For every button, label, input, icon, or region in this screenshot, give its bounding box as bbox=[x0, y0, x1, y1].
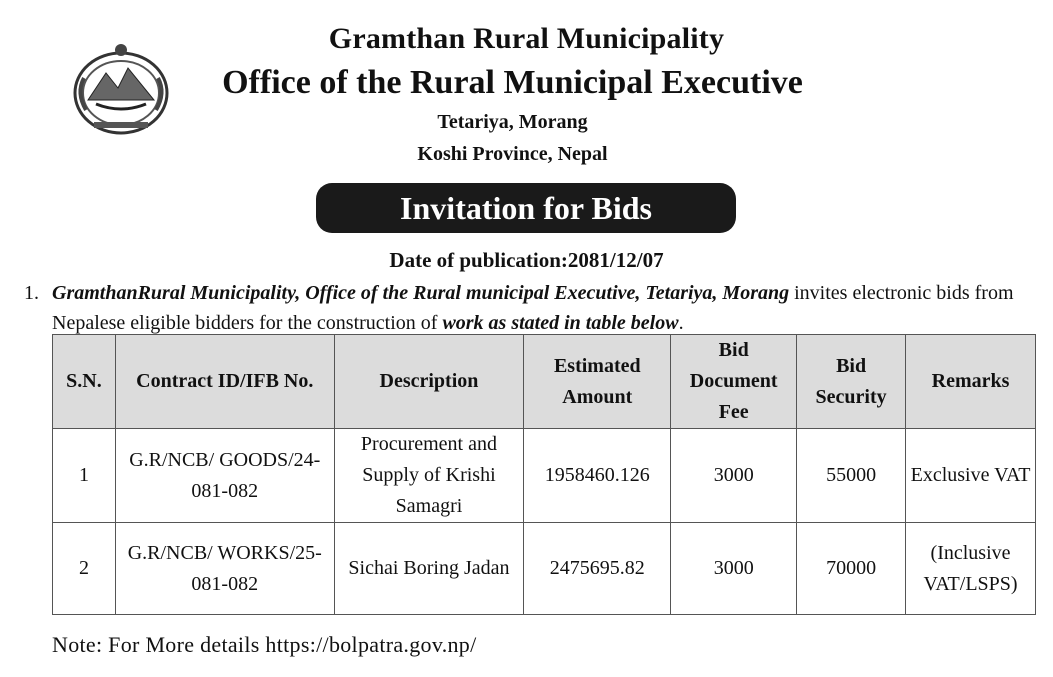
header-contract-id: Contract ID/IFB No. bbox=[115, 335, 334, 429]
header-remarks: Remarks bbox=[906, 335, 1036, 429]
intro-paragraph bbox=[24, 278, 1044, 338]
cell-estimated-amount: 1958460.126 bbox=[524, 429, 671, 523]
address-line-2: Koshi Province, Nepal bbox=[417, 143, 608, 165]
cell-bid-document-fee: 3000 bbox=[671, 429, 797, 523]
intro-text: invites electronic bids from Nepalese eligible bidders for the construction of bbox=[52, 282, 1014, 334]
table-header-row bbox=[53, 335, 1036, 429]
office-title: Office of the Rural Municipal Executive bbox=[222, 64, 803, 101]
cell-remarks: (Inclusive VAT/LSPS) bbox=[906, 523, 1036, 615]
header-sn: S.N. bbox=[53, 335, 116, 429]
cell-sn: 1 bbox=[53, 429, 116, 523]
cell-description: Sichai Boring Jadan bbox=[334, 523, 524, 615]
header-bid-document-fee: Bid Document Fee bbox=[671, 335, 797, 429]
bids-table bbox=[52, 334, 1036, 615]
header-bid-security: Bid Security bbox=[797, 335, 906, 429]
cell-contract-id: G.R/NCB/ WORKS/25-081-082 bbox=[115, 523, 334, 615]
cell-description: Procurement and Supply of Krishi Samagri bbox=[334, 429, 524, 523]
table-row bbox=[53, 429, 1036, 523]
cell-bid-document-fee: 3000 bbox=[671, 523, 797, 615]
intro-work: work as stated in table below bbox=[442, 312, 679, 334]
paragraph-number: 1. bbox=[24, 282, 39, 304]
intro-organization: GramthanRural Municipality, Office of the Rural municipal Executive, Tetariya, Morang bbox=[52, 282, 790, 304]
cell-remarks: Exclusive VAT bbox=[906, 429, 1036, 523]
cell-estimated-amount: 2475695.82 bbox=[524, 523, 671, 615]
municipality-title: Gramthan Rural Municipality bbox=[328, 22, 725, 55]
cell-bid-security: 70000 bbox=[797, 523, 906, 615]
intro-end: . bbox=[678, 312, 684, 334]
invitation-banner: Invitation for Bids bbox=[316, 183, 736, 233]
cell-sn: 2 bbox=[53, 523, 116, 615]
note-text: Note: For More details https://bolpatra.gov.np/ bbox=[52, 632, 477, 657]
cell-bid-security: 55000 bbox=[797, 429, 906, 523]
address-line-1: Tetariya, Morang bbox=[437, 111, 588, 133]
header-estimated-amount: Estimated Amount bbox=[524, 335, 671, 429]
header-description: Description bbox=[334, 335, 524, 429]
publication-date: Date of publication:2081/12/07 bbox=[389, 248, 664, 272]
table-row bbox=[53, 523, 1036, 615]
cell-contract-id: G.R/NCB/ GOODS/24-081-082 bbox=[115, 429, 334, 523]
